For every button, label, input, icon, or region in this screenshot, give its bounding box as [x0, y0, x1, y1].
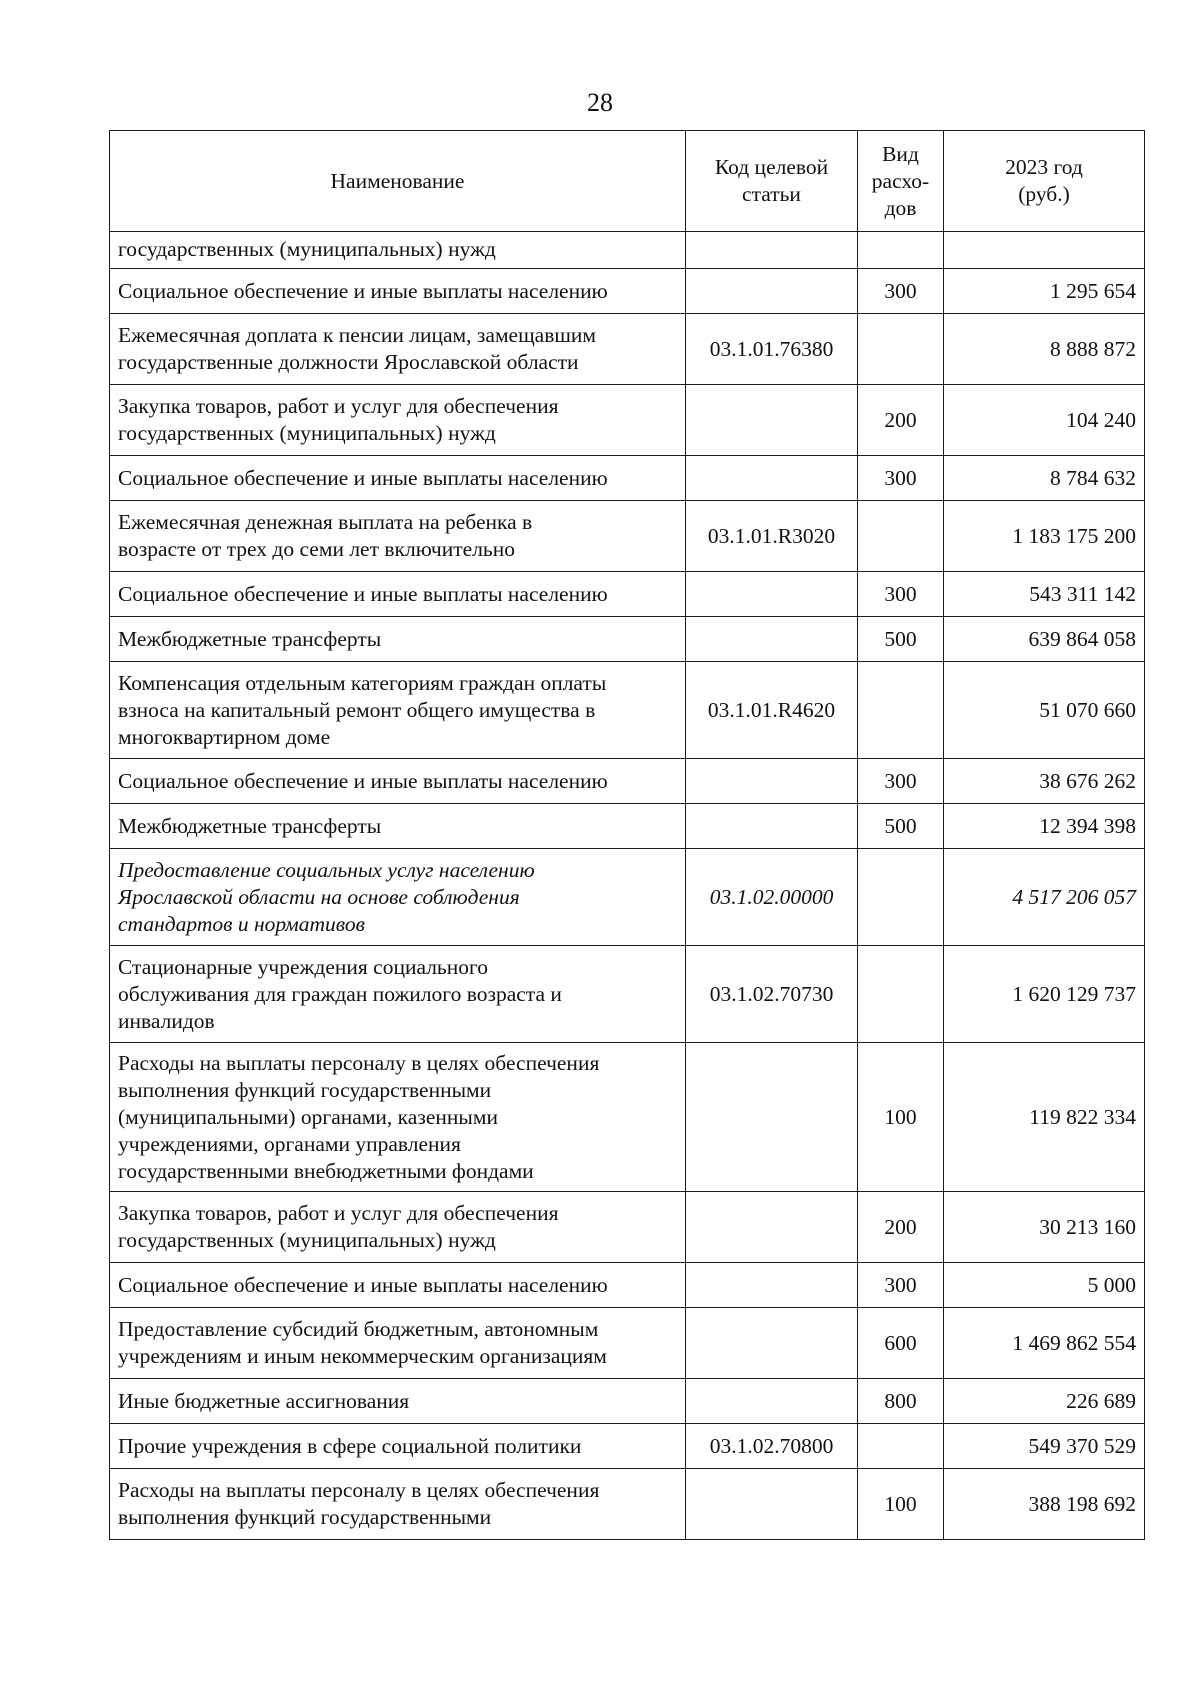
cell-code: 03.1.01.76380: [686, 314, 858, 385]
cell-name-line: взноса на капитальный ремонт общего имущества в: [118, 697, 596, 722]
cell-name-line: Социальное обеспечение и иные выплаты населению: [118, 1272, 608, 1297]
cell-kind: 200: [858, 385, 944, 456]
header-kind-line: расхо-: [871, 168, 930, 193]
cell-name: [110, 1379, 686, 1424]
cell-sum: 543 311 142: [944, 572, 1145, 617]
table-row: [110, 759, 1145, 804]
cell-code: 03.1.02.70800: [686, 1424, 858, 1469]
cell-name: [110, 1469, 686, 1540]
cell-name: [110, 1263, 686, 1308]
cell-name-line: Межбюджетные трансферты: [118, 813, 382, 838]
cell-name-line: Социальное обеспечение и иные выплаты населению: [118, 768, 608, 793]
cell-name-line: Расходы на выплаты персоналу в целях обеспечения: [118, 1478, 600, 1502]
cell-kind: 300: [858, 759, 944, 804]
table-row: [110, 1043, 1145, 1192]
cell-sum: 639 864 058: [944, 617, 1145, 662]
cell-name-line: Предоставление социальных услуг населению: [118, 857, 535, 882]
cell-kind: 300: [858, 572, 944, 617]
cell-sum: [944, 232, 1145, 269]
cell-code: [686, 617, 858, 662]
cell-code: [686, 1308, 858, 1379]
cell-sum: 12 394 398: [944, 804, 1145, 849]
cell-kind: 300: [858, 456, 944, 501]
cell-name-line: Компенсация отдельным категориям граждан оплаты: [118, 670, 607, 695]
cell-code: [686, 385, 858, 456]
cell-name-line: Закупка товаров, работ и услуг для обеспечения: [118, 1201, 559, 1225]
cell-name-line: выполнения функций государственными: [118, 1077, 492, 1102]
table-row: [110, 314, 1145, 385]
cell-kind: 300: [858, 1263, 944, 1308]
table-row: [110, 1308, 1145, 1379]
cell-kind: 100: [858, 1469, 944, 1540]
cell-name-line: государственных (муниципальных) нужд: [118, 421, 496, 445]
cell-sum: 38 676 262: [944, 759, 1145, 804]
cell-kind: 600: [858, 1308, 944, 1379]
cell-name-line: Ежемесячная доплата к пенсии лицам, замещавшим: [118, 323, 597, 347]
cell-code: [686, 269, 858, 314]
cell-name-line: Расходы на выплаты персоналу в целях обеспечения: [118, 1050, 600, 1075]
header-sum-line: 2023 год: [1005, 155, 1083, 179]
cell-name: [110, 759, 686, 804]
cell-sum: 30 213 160: [944, 1192, 1145, 1263]
cell-name-line: государственные должности Ярославской области: [118, 350, 579, 374]
cell-code: 03.1.02.70730: [686, 946, 858, 1043]
cell-name: [110, 849, 686, 946]
cell-name: [110, 385, 686, 456]
cell-kind: [858, 501, 944, 572]
header-kind: [858, 131, 944, 232]
cell-sum: 549 370 529: [944, 1424, 1145, 1469]
table-row: [110, 456, 1145, 501]
cell-name-line: Межбюджетные трансферты: [118, 626, 382, 651]
cell-code: [686, 1192, 858, 1263]
cell-name: [110, 662, 686, 759]
cell-name: [110, 456, 686, 501]
cell-kind: [858, 314, 944, 385]
cell-kind: 100: [858, 1043, 944, 1192]
cell-sum: 1 295 654: [944, 269, 1145, 314]
cell-kind: [858, 849, 944, 946]
table-row: [110, 1469, 1145, 1540]
cell-name: [110, 269, 686, 314]
cell-name-line: учреждениям и иным некоммерческим организациям: [118, 1344, 607, 1368]
cell-name-line: Социальное обеспечение и иные выплаты населению: [118, 278, 608, 303]
cell-name-line: инвалидов: [118, 1008, 215, 1033]
cell-sum: 1 469 862 554: [944, 1308, 1145, 1379]
cell-code: [686, 232, 858, 269]
header-code-line: статьи: [742, 182, 801, 206]
cell-sum: 119 822 334: [944, 1043, 1145, 1192]
cell-name-line: обслуживания для граждан пожилого возраста и: [118, 981, 562, 1006]
cell-code: 03.1.02.00000: [686, 849, 858, 946]
cell-name: [110, 1424, 686, 1469]
cell-code: [686, 1379, 858, 1424]
header-kind-line: дов: [884, 195, 917, 220]
cell-name: [110, 572, 686, 617]
table-body: [110, 232, 1145, 1540]
cell-kind: [858, 662, 944, 759]
cell-name-line: Иные бюджетные ассигнования: [118, 1388, 410, 1413]
cell-sum: 51 070 660: [944, 662, 1145, 759]
cell-name-line: Социальное обеспечение и иные выплаты населению: [118, 581, 608, 606]
cell-name-line: Социальное обеспечение и иные выплаты населению: [118, 465, 608, 490]
cell-kind: 500: [858, 804, 944, 849]
cell-kind: [858, 232, 944, 269]
cell-name-line: выполнения функций государственными: [118, 1505, 492, 1529]
cell-name: [110, 232, 686, 269]
table-row: [110, 1424, 1145, 1469]
table-row: [110, 572, 1145, 617]
cell-name: [110, 1043, 686, 1192]
cell-name: [110, 946, 686, 1043]
cell-name: [110, 804, 686, 849]
cell-sum: 104 240: [944, 385, 1145, 456]
cell-code: [686, 456, 858, 501]
header-code-line: Код целевой: [714, 155, 829, 179]
cell-sum: 226 689: [944, 1379, 1145, 1424]
cell-sum: 1 620 129 737: [944, 946, 1145, 1043]
table-row: [110, 501, 1145, 572]
table-row: [110, 269, 1145, 314]
table-row: [110, 1192, 1145, 1263]
cell-kind: [858, 946, 944, 1043]
cell-kind: 800: [858, 1379, 944, 1424]
cell-kind: 300: [858, 269, 944, 314]
cell-name-line: Закупка товаров, работ и услуг для обеспечения: [118, 394, 559, 418]
header-code: [686, 131, 858, 232]
header-row: [110, 131, 1145, 232]
cell-kind: [858, 1424, 944, 1469]
cell-name: [110, 501, 686, 572]
table-row: [110, 1379, 1145, 1424]
table-row: [110, 946, 1145, 1043]
budget-table: [109, 130, 1145, 1540]
cell-code: [686, 1263, 858, 1308]
cell-name-line: государственных (муниципальных) нужд: [118, 236, 496, 261]
header-kind-line: Вид: [882, 141, 919, 166]
cell-name-line: стандартов и нормативов: [118, 911, 365, 936]
cell-name: [110, 1308, 686, 1379]
cell-code: 03.1.01.R3020: [686, 501, 858, 572]
cell-name: [110, 617, 686, 662]
cell-name-line: Прочие учреждения в сфере социальной политики: [118, 1433, 582, 1458]
table-row: [110, 232, 1145, 269]
cell-sum: 388 198 692: [944, 1469, 1145, 1540]
cell-code: [686, 804, 858, 849]
header-sum-line: (руб.): [1018, 182, 1070, 206]
cell-code: [686, 572, 858, 617]
cell-sum: 1 183 175 200: [944, 501, 1145, 572]
cell-sum: 4 517 206 057: [944, 849, 1145, 946]
cell-name: [110, 314, 686, 385]
cell-name-line: Предоставление субсидий бюджетным, автономным: [118, 1317, 599, 1341]
header-sum: [944, 131, 1145, 232]
table-row: [110, 804, 1145, 849]
table-row: [110, 1263, 1145, 1308]
cell-name-line: государственными внебюджетными фондами: [118, 1158, 534, 1183]
cell-name-line: государственных (муниципальных) нужд: [118, 1228, 496, 1252]
cell-name-line: многоквартирном доме: [118, 724, 331, 749]
cell-sum: 5 000: [944, 1263, 1145, 1308]
cell-code: 03.1.01.R4620: [686, 662, 858, 759]
cell-name-line: Ежемесячная денежная выплата на ребенка в: [118, 510, 533, 534]
table-row: [110, 385, 1145, 456]
cell-name-line: Ярославской области на основе соблюдения: [118, 884, 520, 909]
cell-code: [686, 1469, 858, 1540]
table-row: [110, 849, 1145, 946]
header-name: [110, 131, 686, 232]
cell-sum: 8 784 632: [944, 456, 1145, 501]
header-name-text: Наименование: [330, 168, 465, 193]
cell-kind: 200: [858, 1192, 944, 1263]
page-number: 28: [587, 88, 613, 117]
cell-name-line: (муниципальными) органами, казенными: [118, 1104, 498, 1129]
cell-code: [686, 759, 858, 804]
table-row: [110, 662, 1145, 759]
table-header: [110, 131, 1145, 232]
cell-code: [686, 1043, 858, 1192]
table-row: [110, 617, 1145, 662]
cell-sum: 8 888 872: [944, 314, 1145, 385]
cell-name-line: Стационарные учреждения социального: [118, 954, 489, 979]
cell-name: [110, 1192, 686, 1263]
cell-kind: 500: [858, 617, 944, 662]
cell-name-line: учреждениями, органами управления: [118, 1131, 461, 1156]
cell-name-line: возрасте от трех до семи лет включительно: [118, 537, 515, 561]
